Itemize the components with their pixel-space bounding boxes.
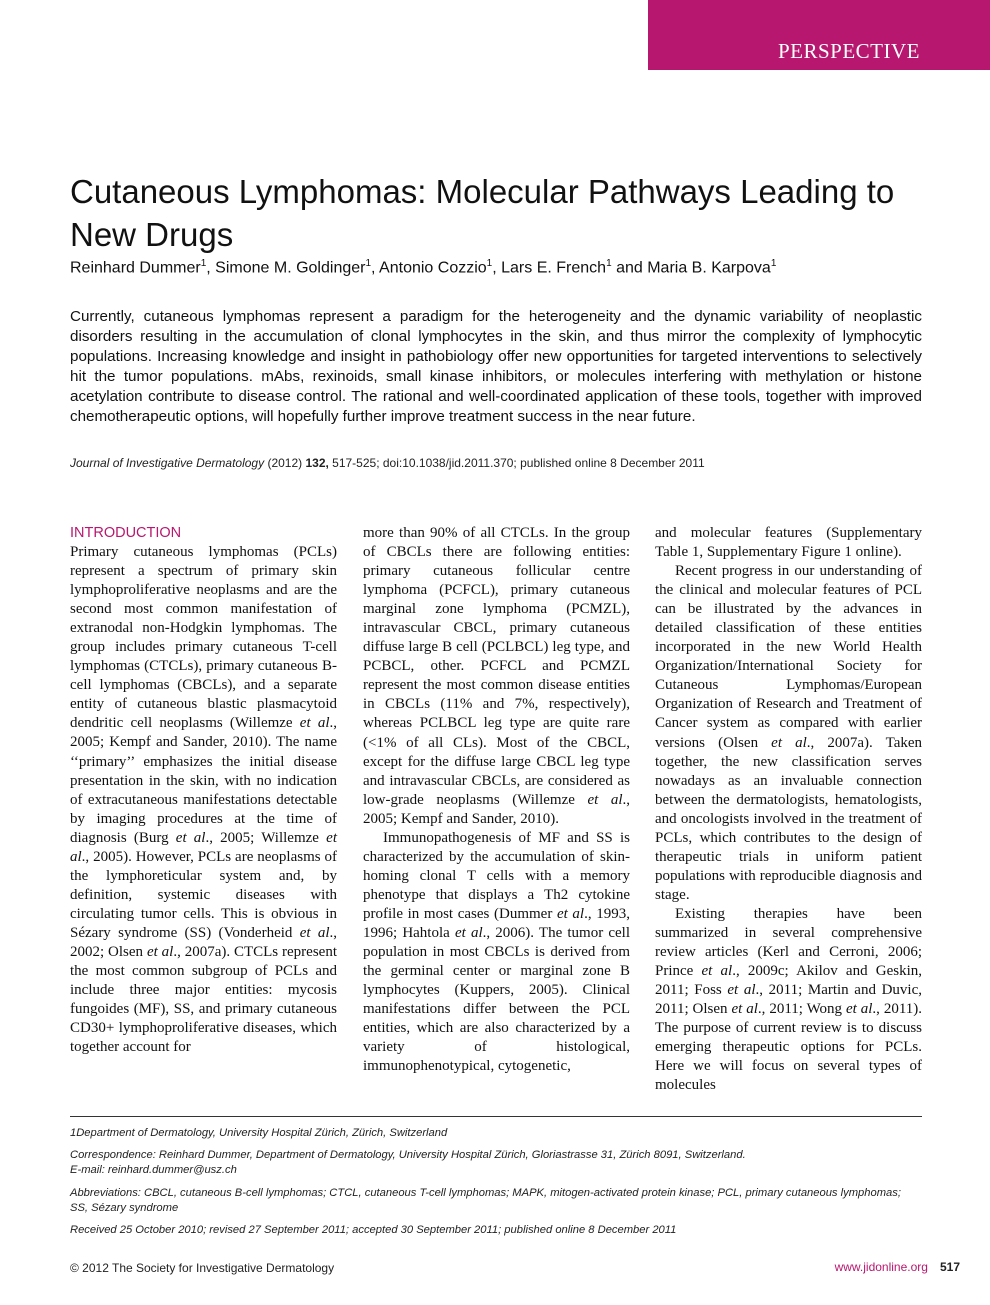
journal-url-link[interactable]: www.jidonline.org xyxy=(834,1260,928,1274)
citation-volume: 132, xyxy=(305,456,329,470)
section-banner xyxy=(648,0,990,70)
body-column-1 xyxy=(70,524,337,1057)
footnote-correspondence: Correspondence: Reinhard Dummer, Department of Dermatology, University Hospital Zürich, Gloriastrasse 31, Zürich 8091, Switzerland. xyxy=(70,1149,746,1162)
section-heading-introduction: INTRODUCTION xyxy=(70,525,182,541)
copyright-notice: © 2012 The Society for Investigative Dermatology xyxy=(70,1261,335,1275)
author-separator: , xyxy=(371,259,380,277)
affiliation-marker: 1 xyxy=(606,258,612,269)
body-column-3 xyxy=(655,524,922,1095)
citation-details: 517-525; doi:10.1038/jid.2011.370; published online 8 December 2011 xyxy=(328,456,705,470)
affiliation-marker: 1 xyxy=(770,258,777,269)
citation-year: (2012) xyxy=(264,456,306,470)
citation-line xyxy=(70,456,705,470)
author-list xyxy=(70,258,776,277)
page-number: 517 xyxy=(939,1260,960,1274)
author-name: Lars E. French xyxy=(501,259,607,277)
body-paragraph: Immunopathogenesis of MF and SS is characterized by the accumulation of skin-homing clonal T cells with a memory phenotype that displays a Th2 cytokine profile in most cases (Dummer et al., 1993, 1996; Hahtola et al., 2006). The tumor cell population in most CBCLs is derived from the germinal center or marginal zone B lymphocytes (Kuppers, 2005). Clinical manifestations differ between the PCL entities, which are also characterized by a variety of histological, immunophenotypical, cytogenetic, xyxy=(363,829,631,1075)
affiliation-marker: 1 xyxy=(200,258,207,269)
body-paragraph: Primary cutaneous lymphomas (PCLs) represent a spectrum of primary skin lymphoproliferative neoplasms and are the second most common manifestation of extranodal non-Hodgkin lymphomas. The group includes primary cutaneous T-cell lymphomas (CTCLs), primary cutaneous B-cell lymphomas (CBCLs), and a separate entity of cutaneous blastic plasmacytoid dendritic cell neoplasms (Willemze et al., 2005; Kempf and Sander, 2010). The name ‘‘primary’’ emphasizes the initial disease presentation in the skin, with no indication of extracutaneous manifestations detectable by imaging procedures at the time of diagnosis (Burg et al., 2005; Willemze et al., 2005). However, PCLs are neoplasms of the lymphoreticular system and, by definition, systemic diseases with circulating tumor cells. This is obvious in Sézary syndrome (SS) (Vonderheid et al., 2002; Olsen et al., 2007a). CTCLs represent the most common subgroup of PCLs and include three major entities: mycosis fungoides (MF), SS, and primary cutaneous CD30+ lymphoproliferative diseases, which together account for xyxy=(70,544,337,1056)
author-separator: and xyxy=(611,259,648,277)
footnote-abbreviations: Abbreviations: CBCL, cutaneous B-cell lymphomas; CTCL, cutaneous T-cell lymphomas; MAPK, mitogen-activated protein kinase; PCL, primary cutaneous lymphomas; SS, Sézary syndrome xyxy=(70,1186,901,1214)
section-label: PERSPECTIVE xyxy=(777,39,920,63)
body-paragraph: and molecular features (Supplementary Table 1, Supplementary Figure 1 online). xyxy=(655,525,922,561)
footnote-received: Received 25 October 2010; revised 27 September 2011; accepted 30 September 2011; published online 8 December 2011 xyxy=(70,1224,677,1237)
body-paragraph: Existing therapies have been summarized in several comprehensive review articles (Kerl and Cerroni, 2006; Prince et al., 2009c; Akilov and Geskin, 2011; Foss et al., 2011; Martin and Duvic, 2011; Olsen et al., 2011; Wong et al., 2011). The purpose of current review is to discuss emerging therapeutic options for PCLs. Here we will focus on several types of molecules xyxy=(655,905,923,1094)
author-separator: , xyxy=(492,259,502,277)
footnotes xyxy=(70,1126,922,1245)
body-paragraph: Recent progress in our understanding of the clinical and molecular features of PCL can be illustrated by the advances in detailed classification of these entities incorporated in the new World Health Organization/International Society for Cutaneous Lymphomas/European Organization of Research and Treatment of Cancer system as compared with earlier versions (Olsen et al., 2007a). Taken together, the new classification serves nowadays as an invaluable connection between the dermatologists, hematologists, and oncologists involved in the treatment of PCLs, which contributes to the design of therapeutic trials in uniform patient populations with reproducible diagnosis and stage. xyxy=(655,563,923,903)
abstract: Currently, cutaneous lymphomas represent a paradigm for the heterogeneity and the dynamic variability of neoplastic disorders resulting in the accumulation of clonal lymphocytes in the skin, and thus mirror the complexity of lymphocytic populations. Increasing knowledge and insight in pathobiology offer new opportunities for targeted interventions to selectively hit the tumor populations. mAbs, rexinoids, small kinase inhibitors, or molecules interfering with methylation or histone acetylation contribute to disease control. The rational and well-coordinated application of these tools, together with improved chemotherapeutic options, will hopefully further improve treatment success in the near future. xyxy=(70,308,922,426)
author-name: Simone M. Goldinger xyxy=(215,259,366,277)
page-footer xyxy=(835,1260,960,1274)
affiliation-marker: 1 xyxy=(486,258,493,269)
author-name: Antonio Cozzio xyxy=(379,259,487,277)
footnote-divider xyxy=(70,1116,922,1117)
journal-name: Journal of Investigative Dermatology xyxy=(70,456,265,470)
footnote-affiliation: 1Department of Dermatology, University Hospital Zürich, Zürich, Switzerland xyxy=(70,1127,448,1139)
body-paragraph: more than 90% of all CTCLs. In the group of CBCLs there are following entities: primary cutaneous follicular centre lymphoma (PCFCL), primary cutaneous marginal zone lymphoma (PCMZL), intravascular CBCL, primary cutaneous diffuse large B cell (PCLBCL) leg type, and PCBCL, other. PCFCL and PCMZL represent the most common disease entities in CBCLs (11% and 7%, respectively), whereas PCLBCL leg type are quite rare (<1% of all CLs). Most of the CBCL, except for the diffuse large CBCL leg type and intravascular CBCLs, are considered as low-grade neoplasms (Willemze et al., 2005; Kempf and Sander, 2010). xyxy=(363,525,631,827)
article-title: Cutaneous Lymphomas: Molecular Pathways Leading to New Drugs xyxy=(70,173,895,253)
footnote-email: E-mail: reinhard.dummer@usz.ch xyxy=(70,1164,237,1177)
affiliation-marker: 1 xyxy=(365,258,372,269)
author-name: Maria B. Karpova xyxy=(647,259,771,277)
body-column-2 xyxy=(363,524,630,1076)
author-name: Reinhard Dummer xyxy=(70,259,201,277)
author-separator: , xyxy=(206,259,216,277)
